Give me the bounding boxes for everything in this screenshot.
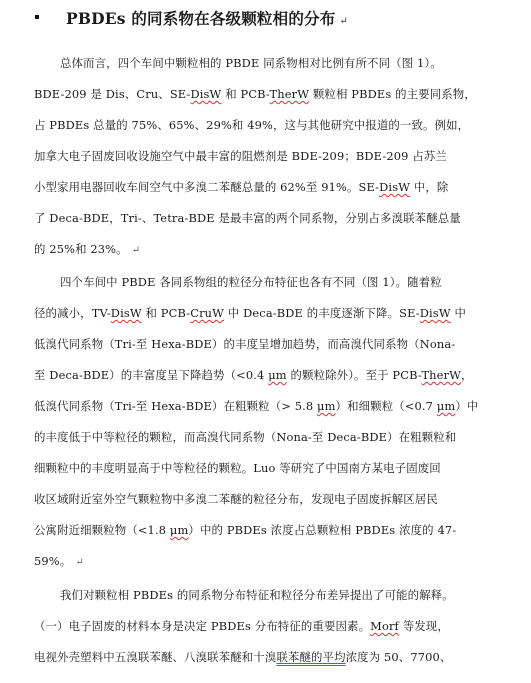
text-line: 至 Deca-BDE）的丰富度呈下降趋势（<0.4 μm 的颗粒除外）。至于 PCB-TherW， [34,368,473,382]
paragraph-mark-icon: ↵ [75,557,84,568]
text-line: 细颗粒中的丰度明显高于中等粒径的颗粒。Luo 等研究了中国南方某电子固废回 [34,461,441,475]
text-line: 我们对颗粒相 PBDEs 的同系物分布特征和粒径分布差异提出了可能的解释。 [60,588,454,602]
text-line: 占 PBDEs 总量的 75%、65%、29%和 49%，这与其他研究中报道的一致。例如， [34,118,470,132]
section-heading: PBDEs 的同系物在各级颗粒相的分布 ↵ [66,9,349,28]
paragraph-mark-icon: ↵ [339,16,349,27]
text-line: 总体而言，四个车间中颗粒相的 PBDE 同系物相对比例有所不同（图 1）。 [60,56,442,70]
text-line: 公寓附近细颗粒物（<1.8 μm）中的 PBDEs 浓度占总颗粒相 PBDEs 浓度的 47- [34,523,457,537]
bullet-marker [35,15,39,19]
text-line: 的 25%和 23%。 ↵ [34,242,141,256]
text-line: 的丰度低于中等粒径的颗粒，而高溴代同系物（Nona-至 Deca-BDE）在粗颗粒和 [34,430,457,444]
paragraph-mark-icon: ↵ [131,245,141,256]
text-line: 小型家用电器回收车间空气中多溴二苯醚总量的 62%至 91%。SE-DisW 中，除 [34,180,449,194]
text-line: 四个车间中 PBDE 各同系物组的粒径分布特征也各有不同（图 1）。随着粒 [60,275,442,289]
text-line: 低溴代同系物（Tri-至 Hexa-BDE）的丰度呈增加趋势，而高溴代同系物（Nona- [34,337,456,351]
text-line: 了 Deca-BDE，Tri-、Tetra-BDE 是最丰富的两个同系物，分别占多溴联苯醚总量 [34,211,461,225]
text-line: BDE-209 是 Dis、Cru、SE-DisW 和 PCB-TherW 颗粒相 PBDEs 的主要同系物， [34,87,476,101]
text-line: 径的减小，TV-DisW 和 PCB-CruW 中 Deca-BDE 的丰度逐渐下降。SE-DisW 中 [34,306,466,320]
text-line: 低溴代同系物（Tri-至 Hexa-BDE）在粗颗粒（> 5.8 μm）和细颗粒（<0.7 μm）中 [34,399,479,413]
text-line: 收区域附近室外空气颗粒物中多溴二苯醚的粒径分布，发现电子固废拆解区居民 [34,492,438,506]
text-line: 电视外壳塑料中五溴联苯醚、八溴联苯醚和十溴联苯醚的平均浓度为 50、7700、 [34,650,452,664]
text-line: 加拿大电子固废回收设施空气中最丰富的阻燃剂是 BDE-209；BDE-209 占苏兰 [34,149,447,163]
text-line: 59%。 ↵ [34,554,84,568]
text-line: （一）电子固废的材料本身是决定 PBDEs 分布特征的重要因素。Morf 等发现， [34,619,449,633]
